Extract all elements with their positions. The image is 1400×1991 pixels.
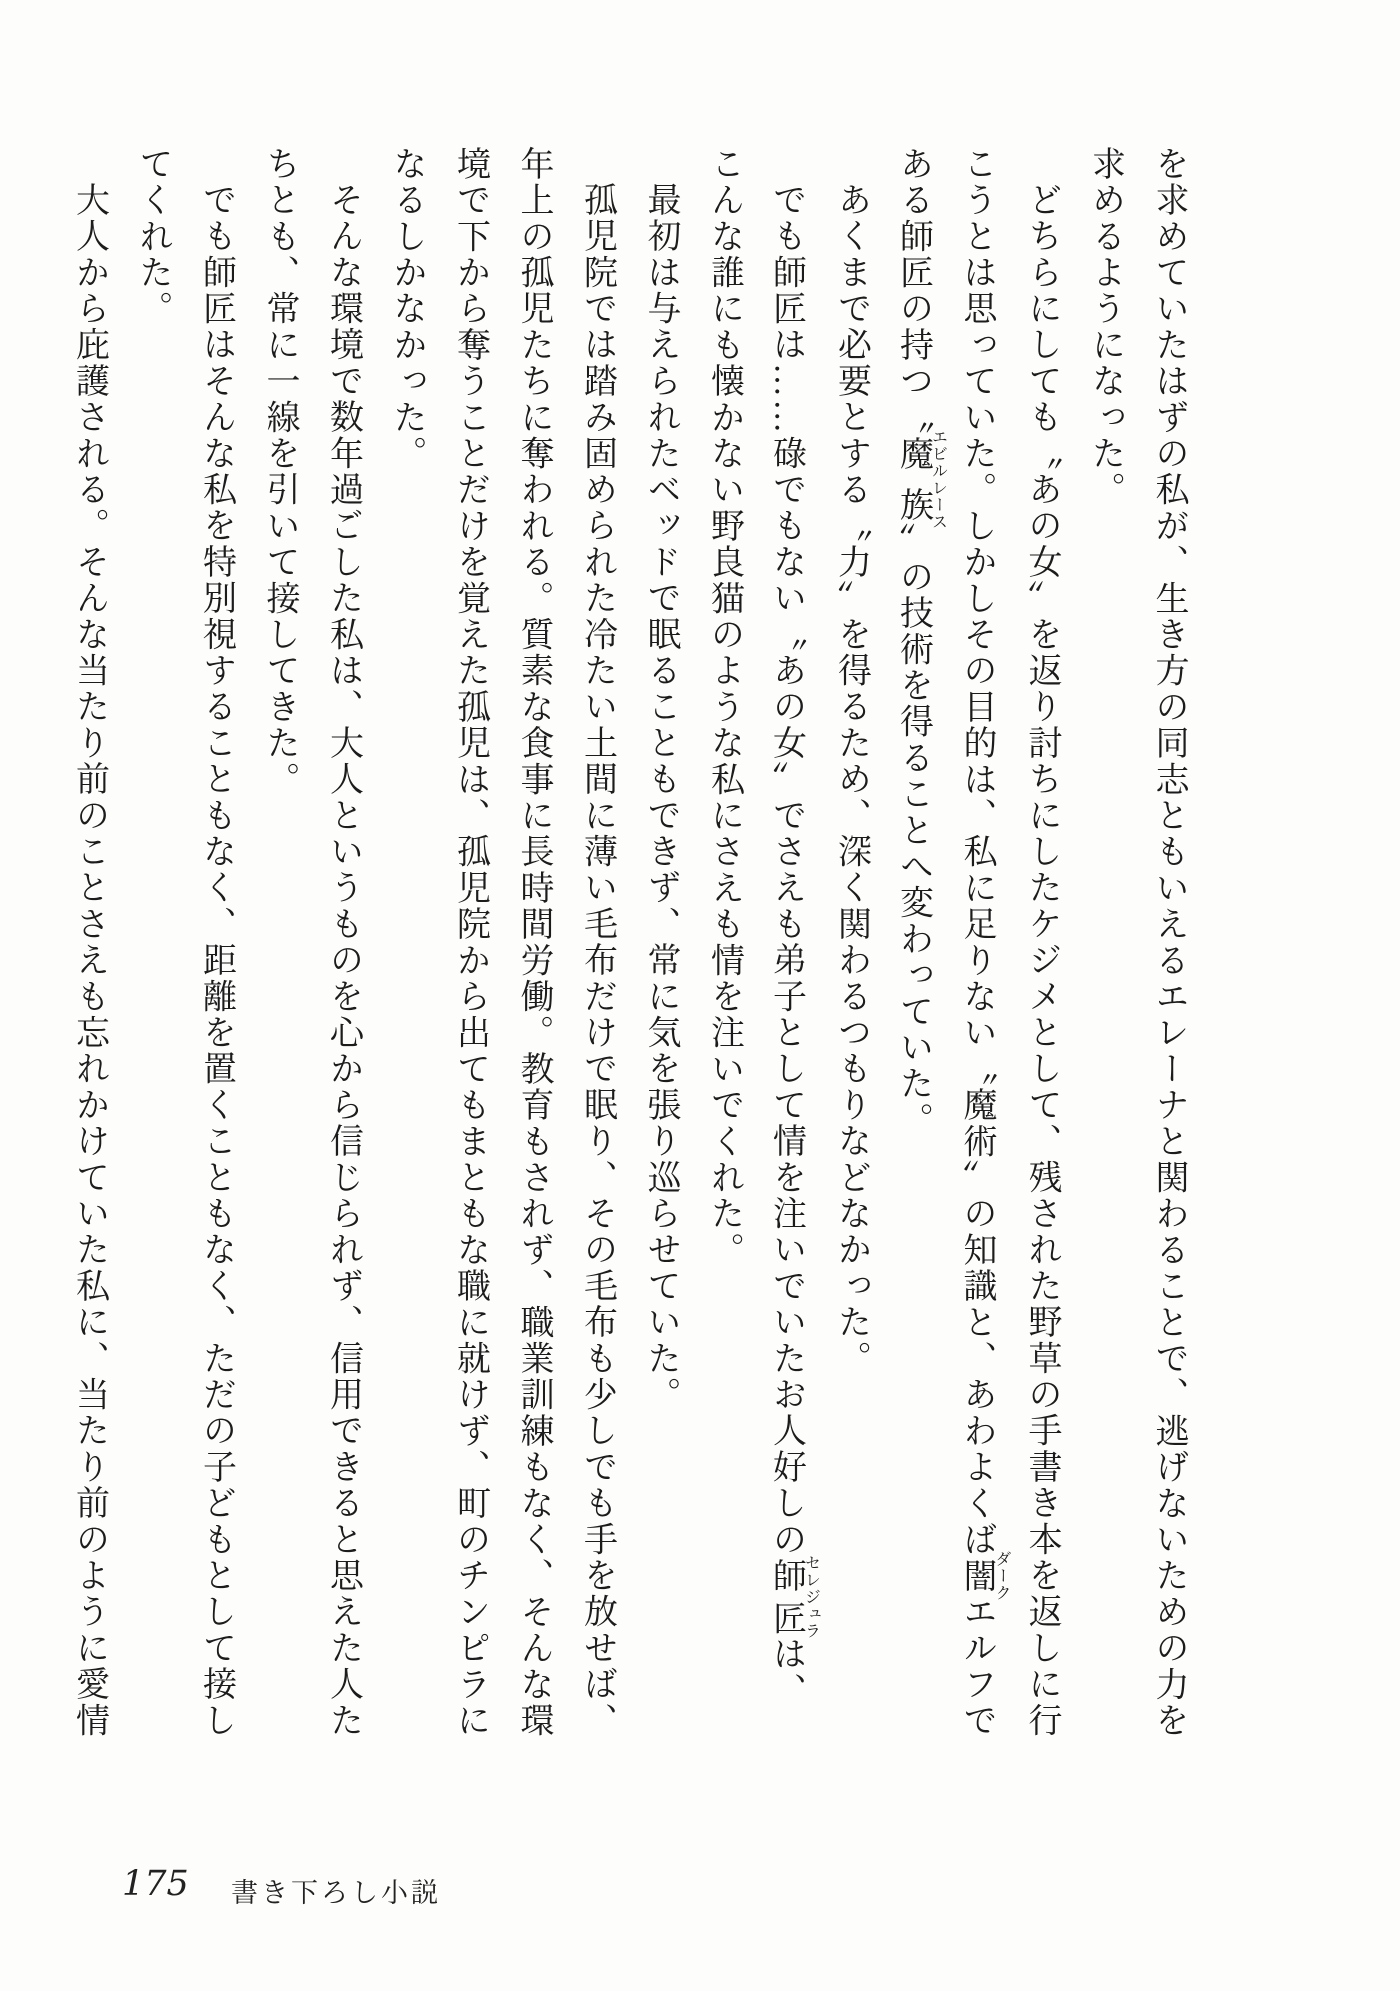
ruby-annotated-word: 魔族エビルレース	[894, 428, 947, 531]
page-number: 175	[122, 1864, 189, 1904]
text-column-18: 大人から庇護される。そんな当たり前のことさえも忘れかけていた私に、当たり前のように愛情	[70, 182, 108, 1739]
ruby-annotated-word: 闇ダーク	[958, 1550, 1010, 1602]
text-column-6: あくまで必要とする〝力〞を得るため、深く関わるつもりなどなかった。	[832, 182, 870, 1377]
text-column-10: 孤児院では踏み固められた冷たい土間に薄い毛布だけで眠り、その毛布も少しでも手を放せば、	[578, 182, 616, 1739]
text-column-1: を求めていたはずの私が、生き方の同志ともいえるエレーナと関わることで、逃げないための力を	[1150, 146, 1187, 1739]
text-column-12: 境で下から奪うことだけを覚えた孤児は、孤児院から出てもまともな職に就けず、町のチンピラに	[451, 146, 489, 1739]
text-column-8: こんな誰にも懐かない野良猫のような私にさえも情を注いでくれた。	[705, 146, 743, 1269]
vertical-text-block	[57, 146, 1200, 1742]
text-column-17: てくれた。	[134, 146, 171, 327]
text-column-3: どちらにしても〝あの女〞を返り討ちにしたケジメとして、残された野草の手書き本を返しに行	[1023, 182, 1060, 1739]
text-column-7: でも師匠は……碌でもない〝あの女〞でさえも弟子として情を注いでいたお人好しの師匠セレジュラは、	[767, 182, 820, 1709]
text-column-14: そんな環境で数年過ごした私は、大人というものを心から信じられず、信用できると思えた人た	[324, 182, 362, 1739]
text-column-5: ある師匠の持つ〝魔族エビルレース〞の技術を得ることへ変わっていた。	[894, 146, 947, 1139]
text-column-16: でも師匠はそんな私を特別視することもなく、距離を置くこともなく、ただの子どもとして接し	[197, 182, 235, 1739]
text-column-9: 最初は与えられたベッドで眠ることもできず、常に気を張り巡らせていた。	[642, 182, 679, 1413]
section-label: 書き下ろし小説	[231, 1878, 441, 1908]
text-column-4: こうとは思っていた。しかしその目的は、私に足りない〝魔術〞の知識と、あわよくば闇ダークエルフで	[958, 146, 1010, 1739]
ruby-annotated-word: 師匠セレジュラ	[767, 1554, 820, 1640]
text-column-11: 年上の孤児たちに奪われる。質素な食事に長時間労働。教育もされず、職業訓練もなく、そんな環	[515, 146, 552, 1739]
text-column-15: ちとも、常に一線を引いて接してきた。	[261, 146, 298, 798]
text-column-13: なるしかなかった。	[388, 146, 425, 472]
text-column-2: 求めるようになった。	[1086, 146, 1124, 508]
